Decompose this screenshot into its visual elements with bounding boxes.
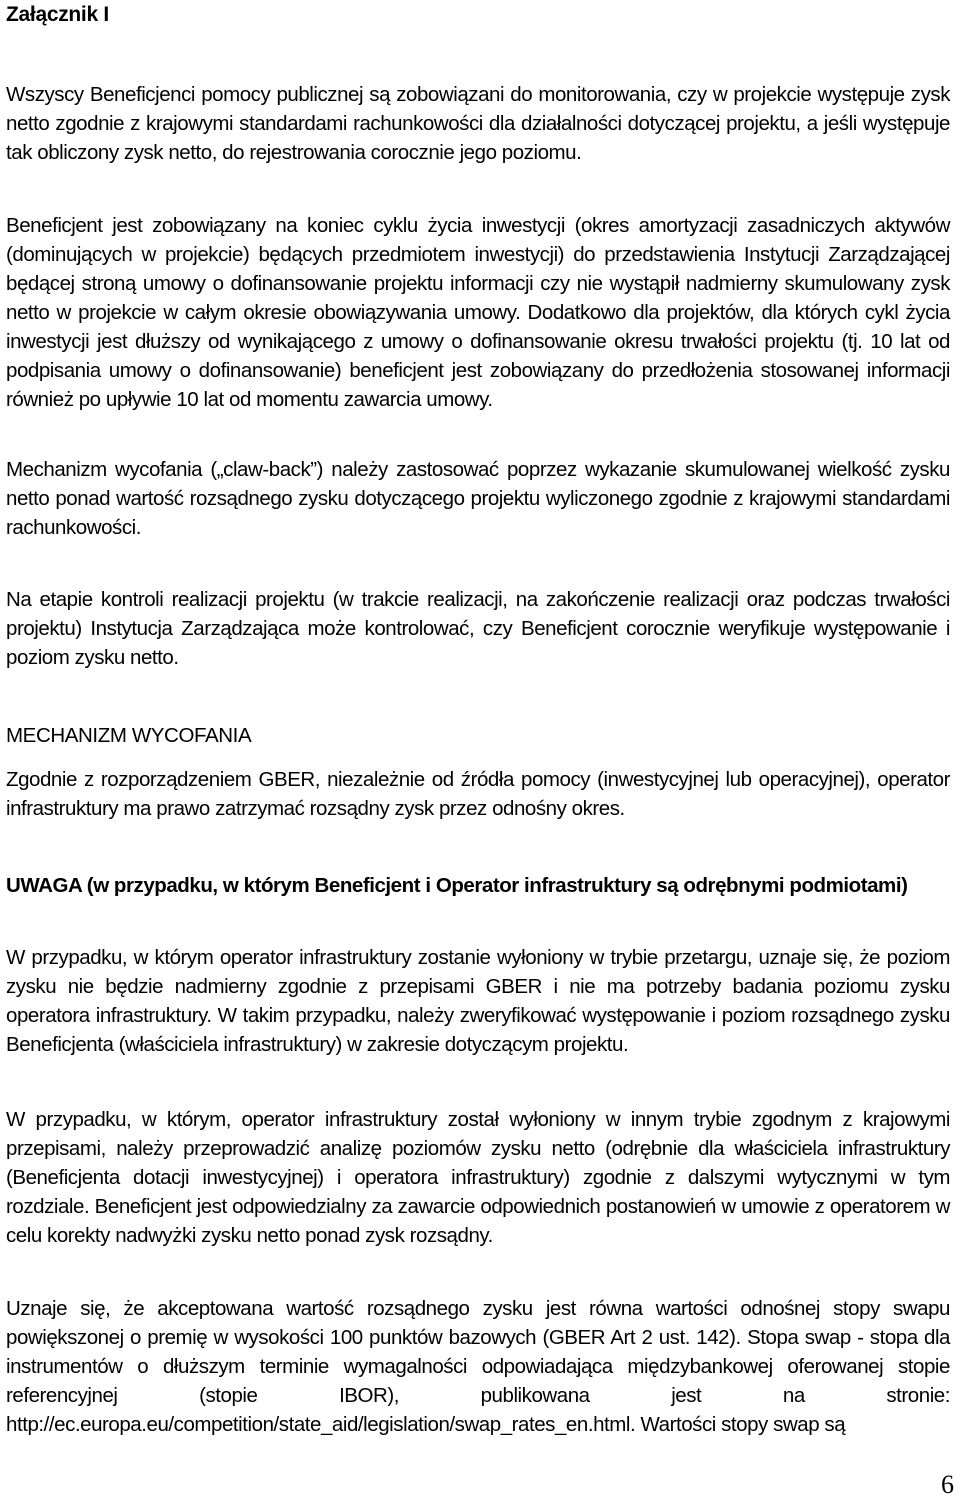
paragraph-other-mode: W przypadku, w którym, operator infrastruktury został wyłoniony w innym trybie zgodnym z krajowymi przepisami, należy przeprowadzić analizę poziomów zysku netto (odrębnie dla właściciela infrastruktury (Beneficjenta dotacji inwestycyjnej) i operatora infrastruktury) zgodnie z dalszymi wytycznymi w tym rozdziale. Beneficjent jest odpowiedzialny za zawarcie odpowiednich postanowień w umowie z operatorem w celu korekty nadwyżki zysku netto ponad zysk rozsądny. — [6, 1108, 950, 1247]
document-title: Załącznik I — [6, 3, 109, 26]
heading-warning: UWAGA (w przypadku, w którym Beneficjent i Operator infrastruktury są odrębnymi podmiotami) — [6, 874, 908, 897]
paragraph-monitoring: Wszyscy Beneficjenci pomocy publicznej są zobowiązani do monitorowania, czy w projekcie występuje zysk netto zgodnie z krajowymi standardami rachunkowości dla działalności dotyczącej projektu, a jeśli występuje tak obliczony zysk netto, do rejestrowania corocznie jego poziomu. — [6, 83, 950, 164]
heading-mechanism: MECHANIZM WYCOFANIA — [6, 724, 252, 747]
paragraph-swap-rate: Uznaje się, że akceptowana wartość rozsądnego zysku jest równa wartości odnośnej stopy swapu powiększonej o premię w wysokości 100 punktów bazowych (GBER Art 2 ust. 142). Stopa swap - stopa dla instrumentów o dłuższym terminie wymagalności odpowiadająca międzybankowej oferowanej stopie referencyjnej (stopie IBOR), publikowana jest na stronie: http://ec.europa.eu/competition/state_aid/legislation/swap_rates_en.html. Wartości stopy swap są — [6, 1297, 950, 1436]
page-number: 6 — [941, 1470, 954, 1499]
paragraph-beneficiary-obligation: Beneficjent jest zobowiązany na koniec cyklu życia inwestycji (okres amortyzacji zasadniczych aktywów (dominujących w projekcie) będących przedmiotem inwestycji) do przedstawienia Instytucji Zarządzającej będącej stroną umowy o dofinansowanie projektu informacji czy nie wystąpił nadmierny skumulowany zysk netto w projekcie w całym okresie obowiązywania umowy. Dodatkowo dla projektów, dla których cykl życia inwestycji jest dłuższy od wynikającego z umowy o dofinansowanie okresu trwałości projektu (tj. 10 lat od podpisania umowy o dofinansowanie) beneficjent jest zobowiązany do przedłożenia stosowanej informacji również po upływie 10 lat od momentu zawarcia umowy. — [6, 214, 950, 411]
paragraph-tender: W przypadku, w którym operator infrastruktury zostanie wyłoniony w trybie przetargu, uznaje się, że poziom zysku nie będzie nadmierny zgodnie z przepisami GBER i nie ma potrzeby badania poziomu zysku operatora infrastruktury. W takim przypadku, należy zweryfikować występowanie i poziom rozsądnego zysku Beneficjenta (właściciela infrastruktury) w zakresie dotyczącym projektu. — [6, 946, 950, 1056]
paragraph-claw-back: Mechanizm wycofania („claw-back”) należy zastosować poprzez wykazanie skumulowanej wielkość zysku netto ponad wartość rozsądnego zysku dotyczącego projektu wyliczonego zgodnie z krajowymi standardami rachunkowości. — [6, 458, 950, 539]
paragraph-gber: Zgodnie z rozporządzeniem GBER, niezależnie od źródła pomocy (inwestycyjnej lub operacyjnej), operator infrastruktury ma prawo zatrzymać rozsądny zysk przez odnośny okres. — [6, 768, 950, 820]
paragraph-control: Na etapie kontroli realizacji projektu (w trakcie realizacji, na zakończenie realizacji oraz podczas trwałości projektu) Instytucja Zarządzająca może kontrolować, czy Beneficjent corocznie weryfikuje występowanie i poziom zysku netto. — [6, 588, 950, 669]
